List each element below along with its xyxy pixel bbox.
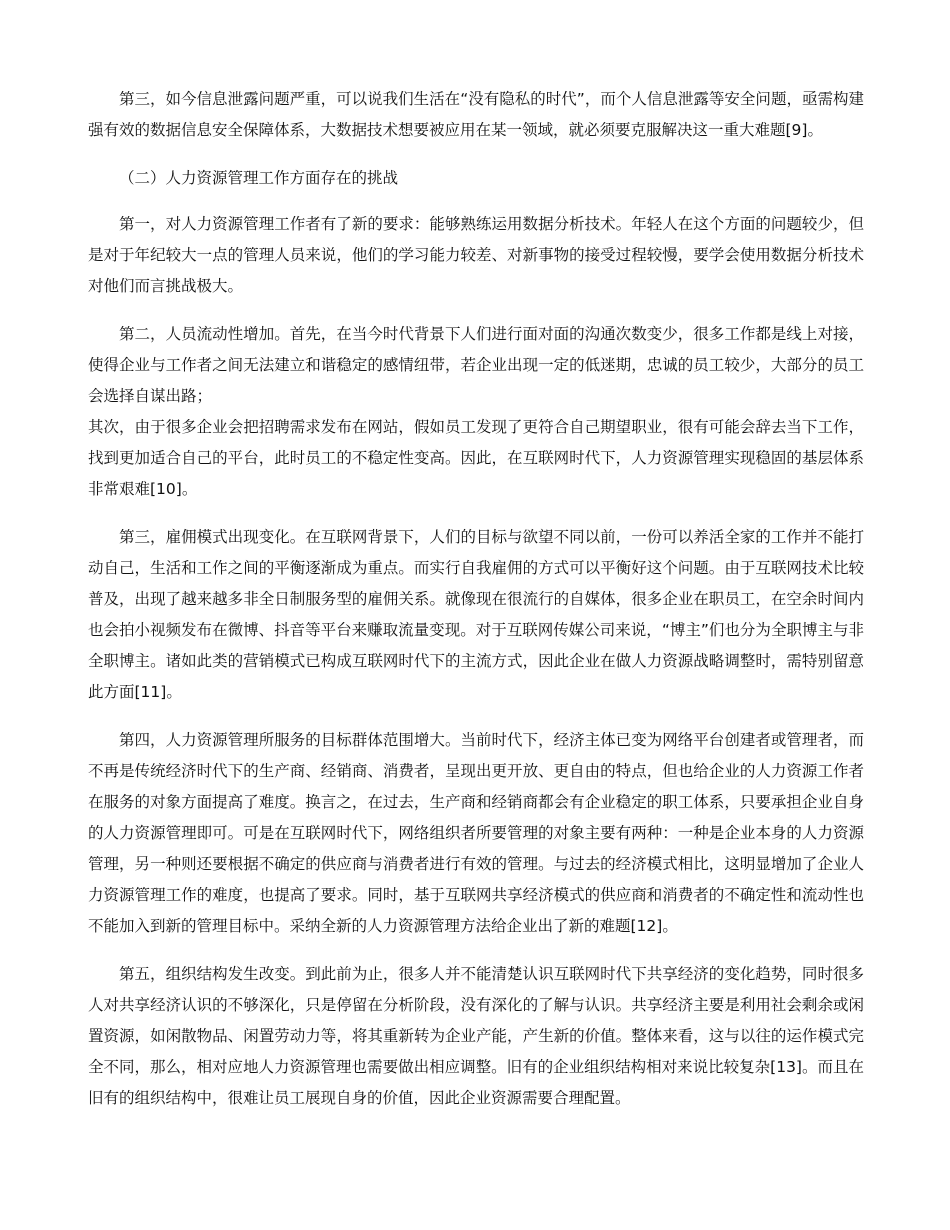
paragraph-employment-model: 第三，雇佣模式出现变化。在互联网背景下，人们的目标与欲望不同以前，一份可以养活全家的工作并不能打动自己，生活和工作之间的平衡逐渐成为重点。而实行自我雇佣的方式可以平衡好这个问题。由于互联网技术比较普及，出现了越来越多非全日制服务型的雇佣关系。就像现在很流行的自媒体，很多企业在职员工，在空余时间内也会拍小视频发布在微博、抖音等平台来赚取流量变现。对于互联网传媒公司来说，“博主”们也分为全职博主与非全职博主。诸如此类的营销模式已构成互联网时代下的主流方式，因此企业在做人力资源战略调整时，需特别留意此方面[11]。 [88, 528, 864, 701]
paragraph-org-structure: 第五，组织结构发生改变。到此前为止，很多人并不能清楚认识互联网时代下共享经济的变化趋势，同时很多人对共享经济认识的不够深化，只是停留在分析阶段，没有深化的了解与认识。共享经济主要是利用社会剩余或闲置资源，如闲散物品、闲置劳动力等，将其重新转为企业产能，产生新的价值。整体来看，这与以往的运作模式完全不同，那么，相对应地人力资源管理也需要做出相应调整。旧有的企业组织结构相对来说比较复杂[13]。而且在旧有的组织结构中，很难让员工展现自身的价值，因此企业资源需要合理配置。 [88, 965, 864, 1107]
paragraph-staff-mobility-first: 第二，人员流动性增加。首先，在当今时代背景下人们进行面对面的沟通次数变少，很多工作都是线上对接，使得企业与工作者之间无法建立和谐稳定的感情纽带，若企业出现一定的低迷期，忠诚的员工较少，大部分的员工会选择自谋出路； [88, 325, 864, 405]
section-heading-hr-challenges: （二）人力资源管理工作方面存在的挑战 [119, 169, 399, 187]
paragraph-privacy-challenge: 第三，如今信息泄露问题严重，可以说我们生活在“没有隐私的时代”，而个人信息泄露等安全问题，亟需构建强有效的数据信息安全保障体系，大数据技术想要被应用在某一领域，就必须要克服解决这一重大难题[9]。 [88, 90, 864, 139]
paragraph-staff-mobility-second: 其次，由于很多企业会把招聘需求发布在网站，假如员工发现了更符合自己期望职业，很有可能会辞去当下工作，找到更加适合自己的平台，此时员工的不稳定性变高。因此，在互联网时代下，人力资源管理实现稳固的基层体系非常艰难[10]。 [88, 418, 864, 498]
paragraph-data-skills: 第一，对人力资源管理工作者有了新的要求：能够熟练运用数据分析技术。年轻人在这个方面的问题较少，但是对于年纪较大一点的管理人员来说，他们的学习能力较差、对新事物的接受过程较慢，要学会使用数据分析技术对他们而言挑战极大。 [88, 215, 864, 295]
document-body [88, 84, 864, 1131]
paragraph-target-group: 第四，人力资源管理所服务的目标群体范围增大。当前时代下，经济主体已变为网络平台创建者或管理者，而不再是传统经济时代下的生产商、经销商、消费者，呈现出更开放、更自由的特点，但也给企业的人力资源工作者在服务的对象方面提高了难度。换言之，在过去，生产商和经销商都会有企业稳定的职工体系，只要承担企业自身的人力资源管理即可。可是在互联网时代下，网络组织者所要管理的对象主要有两种：一种是企业本身的人力资源管理，另一种则还要根据不确定的供应商与消费者进行有效的管理。与过去的经济模式相比，这明显增加了企业人力资源管理工作的难度，也提高了要求。同时，基于互联网共享经济模式的供应商和消费者的不确定性和流动性也不能加入到新的管理目标中。采纳全新的人力资源管理方法给企业出了新的难题[12]。 [88, 731, 864, 935]
